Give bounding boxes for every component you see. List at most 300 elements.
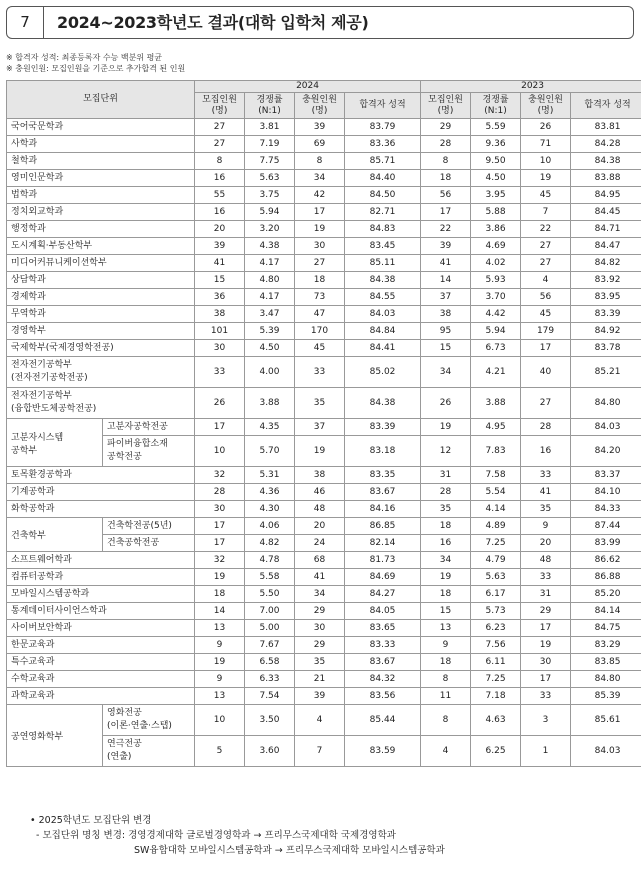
value-cell: 84.05 — [345, 603, 421, 620]
value-cell: 20 — [521, 535, 571, 552]
value-cell: 7.67 — [245, 637, 295, 654]
value-cell: 84.83 — [345, 221, 421, 238]
unit-name: 통계데이터사이언스학과 — [7, 603, 195, 620]
value-cell: 83.88 — [571, 170, 641, 187]
value-cell: 27 — [521, 238, 571, 255]
value-cell: 14 — [195, 603, 245, 620]
value-cell: 73 — [295, 289, 345, 306]
table-row — [7, 518, 641, 535]
section-header — [6, 6, 634, 39]
value-cell: 13 — [195, 688, 245, 705]
value-cell: 84.14 — [571, 603, 641, 620]
value-cell: 15 — [421, 340, 471, 357]
value-cell: 4.14 — [471, 501, 521, 518]
value-cell: 84.33 — [571, 501, 641, 518]
col-header: 경쟁률 (N:1) — [245, 93, 295, 119]
value-cell: 9.50 — [471, 153, 521, 170]
value-cell: 19 — [521, 637, 571, 654]
value-cell: 27 — [195, 136, 245, 153]
value-cell: 30 — [195, 501, 245, 518]
value-cell: 17 — [295, 204, 345, 221]
value-cell: 84.82 — [571, 255, 641, 272]
value-cell: 5.63 — [245, 170, 295, 187]
value-cell: 37 — [421, 289, 471, 306]
value-cell: 18 — [195, 586, 245, 603]
value-cell: 4.50 — [245, 340, 295, 357]
value-cell: 45 — [521, 306, 571, 323]
footer-line-2: SW융합대학 모바일시스템공학과 → 프리무스국제대학 모바일시스템공학과 — [134, 845, 445, 856]
table-row — [7, 187, 641, 204]
table-row — [7, 419, 641, 436]
value-cell: 84.27 — [345, 586, 421, 603]
value-cell: 31 — [521, 586, 571, 603]
value-cell: 19 — [421, 569, 471, 586]
col-header: 충원인원 (명) — [295, 93, 345, 119]
value-cell: 4.36 — [245, 484, 295, 501]
value-cell: 18 — [421, 654, 471, 671]
value-cell: 17 — [521, 671, 571, 688]
value-cell: 3.47 — [245, 306, 295, 323]
value-cell: 29 — [295, 603, 345, 620]
value-cell: 4 — [521, 272, 571, 289]
table-row — [7, 501, 641, 518]
unit-name: 사학과 — [7, 136, 195, 153]
value-cell: 83.92 — [571, 272, 641, 289]
value-cell: 85.71 — [345, 153, 421, 170]
value-cell: 19 — [195, 654, 245, 671]
table-row — [7, 306, 641, 323]
value-cell: 24 — [295, 535, 345, 552]
value-cell: 10 — [521, 153, 571, 170]
value-cell: 5.50 — [245, 586, 295, 603]
unit-name: 수학교육과 — [7, 671, 195, 688]
value-cell: 85.11 — [345, 255, 421, 272]
value-cell: 30 — [295, 238, 345, 255]
value-cell: 3.81 — [245, 119, 295, 136]
sub-unit-name: 고분자공학전공 — [103, 419, 195, 436]
unit-name: 경제학과 — [7, 289, 195, 306]
unit-name: 경영학부 — [7, 323, 195, 340]
value-cell: 30 — [295, 620, 345, 637]
value-cell: 85.20 — [571, 586, 641, 603]
value-cell: 84.41 — [345, 340, 421, 357]
value-cell: 5.39 — [245, 323, 295, 340]
value-cell: 33 — [521, 569, 571, 586]
value-cell: 85.02 — [345, 357, 421, 388]
table-row — [7, 357, 641, 388]
value-cell: 11 — [421, 688, 471, 705]
value-cell: 19 — [421, 419, 471, 436]
value-cell: 21 — [295, 671, 345, 688]
value-cell: 85.44 — [345, 705, 421, 736]
value-cell: 15 — [195, 272, 245, 289]
unit-name: 특수교육과 — [7, 654, 195, 671]
value-cell: 35 — [521, 501, 571, 518]
unit-name: 컴퓨터공학과 — [7, 569, 195, 586]
sub-unit-name: 연극전공 (연출) — [103, 736, 195, 767]
value-cell: 85.61 — [571, 705, 641, 736]
value-cell: 84.38 — [571, 153, 641, 170]
value-cell: 16 — [421, 535, 471, 552]
value-cell: 9 — [521, 518, 571, 535]
value-cell: 179 — [521, 323, 571, 340]
value-cell: 69 — [295, 136, 345, 153]
unit-name: 정치외교학과 — [7, 204, 195, 221]
value-cell: 8 — [295, 153, 345, 170]
table-row — [7, 586, 641, 603]
value-cell: 28 — [521, 419, 571, 436]
value-cell: 33 — [521, 467, 571, 484]
unit-name: 국어국문학과 — [7, 119, 195, 136]
unit-name: 모바일시스템공학과 — [7, 586, 195, 603]
value-cell: 7 — [521, 204, 571, 221]
value-cell: 14 — [421, 272, 471, 289]
value-cell: 84.80 — [571, 671, 641, 688]
value-cell: 12 — [421, 436, 471, 467]
value-cell: 71 — [521, 136, 571, 153]
value-cell: 35 — [295, 388, 345, 419]
value-cell: 55 — [195, 187, 245, 204]
col-header: 모집인원 (명) — [195, 93, 245, 119]
value-cell: 17 — [195, 419, 245, 436]
value-cell: 7.25 — [471, 535, 521, 552]
value-cell: 3.50 — [245, 705, 295, 736]
table-row — [7, 323, 641, 340]
table-row — [7, 436, 641, 467]
value-cell: 5.94 — [471, 323, 521, 340]
table-row — [7, 204, 641, 221]
col-header: 모집인원 (명) — [421, 93, 471, 119]
value-cell: 9.36 — [471, 136, 521, 153]
value-cell: 28 — [421, 484, 471, 501]
value-cell: 35 — [421, 501, 471, 518]
value-cell: 37 — [295, 419, 345, 436]
value-cell: 85.21 — [571, 357, 641, 388]
value-cell: 84.55 — [345, 289, 421, 306]
value-cell: 83.39 — [345, 419, 421, 436]
unit-name: 무역학과 — [7, 306, 195, 323]
value-cell: 29 — [295, 637, 345, 654]
value-cell: 29 — [521, 603, 571, 620]
value-cell: 17 — [195, 535, 245, 552]
value-cell: 48 — [521, 552, 571, 569]
value-cell: 7.25 — [471, 671, 521, 688]
value-cell: 83.67 — [345, 484, 421, 501]
value-cell: 83.35 — [345, 467, 421, 484]
sub-unit-name: 파이버융합소재 공학전공 — [103, 436, 195, 467]
unit-name: 화학공학과 — [7, 501, 195, 518]
value-cell: 83.39 — [571, 306, 641, 323]
value-cell: 83.78 — [571, 340, 641, 357]
value-cell: 34 — [421, 357, 471, 388]
value-cell: 48 — [295, 501, 345, 518]
value-cell: 84.75 — [571, 620, 641, 637]
value-cell: 6.23 — [471, 620, 521, 637]
value-cell: 84.03 — [345, 306, 421, 323]
value-cell: 83.36 — [345, 136, 421, 153]
table-row — [7, 637, 641, 654]
unit-name: 사이버보안학과 — [7, 620, 195, 637]
value-cell: 83.95 — [571, 289, 641, 306]
table-row — [7, 170, 641, 187]
value-cell: 4.30 — [245, 501, 295, 518]
value-cell: 20 — [295, 518, 345, 535]
value-cell: 17 — [521, 620, 571, 637]
footer-line-1: - 모집단위 명칭 변경: 경영경제대학 글로벌경영학과 → 프리무스국제대학 국제경영학과 — [36, 830, 396, 841]
value-cell: 83.18 — [345, 436, 421, 467]
footer-notes — [30, 813, 445, 858]
value-cell: 84.80 — [571, 388, 641, 419]
value-cell: 6.17 — [471, 586, 521, 603]
value-cell: 18 — [421, 170, 471, 187]
table-row — [7, 388, 641, 419]
value-cell: 5.31 — [245, 467, 295, 484]
unit-name: 미디어커뮤니케이션학부 — [7, 255, 195, 272]
value-cell: 34 — [421, 552, 471, 569]
value-cell: 84.92 — [571, 323, 641, 340]
value-cell: 4.06 — [245, 518, 295, 535]
value-cell: 35 — [295, 654, 345, 671]
value-cell: 32 — [195, 552, 245, 569]
section-title: 2024~2023학년도 결과(대학 입학처 제공) — [57, 13, 369, 32]
value-cell: 27 — [195, 119, 245, 136]
value-cell: 39 — [295, 119, 345, 136]
unit-name: 기계공학과 — [7, 484, 195, 501]
value-cell: 39 — [195, 238, 245, 255]
value-cell: 46 — [295, 484, 345, 501]
table-row — [7, 688, 641, 705]
value-cell: 84.20 — [571, 436, 641, 467]
unit-name: 법학과 — [7, 187, 195, 204]
unit-name: 행정학과 — [7, 221, 195, 238]
table-row — [7, 136, 641, 153]
sub-unit-name: 건축학전공(5년) — [103, 518, 195, 535]
value-cell: 3.86 — [471, 221, 521, 238]
value-cell: 3.88 — [471, 388, 521, 419]
value-cell: 7.58 — [471, 467, 521, 484]
value-cell: 5.93 — [471, 272, 521, 289]
value-cell: 83.81 — [571, 119, 641, 136]
value-cell: 7.54 — [245, 688, 295, 705]
value-cell: 83.67 — [345, 654, 421, 671]
value-cell: 19 — [295, 436, 345, 467]
value-cell: 5.88 — [471, 204, 521, 221]
value-cell: 10 — [195, 705, 245, 736]
value-cell: 7 — [295, 736, 345, 767]
value-cell: 34 — [295, 586, 345, 603]
value-cell: 1 — [521, 736, 571, 767]
value-cell: 4.69 — [471, 238, 521, 255]
value-cell: 5.63 — [471, 569, 521, 586]
value-cell: 84.28 — [571, 136, 641, 153]
value-cell: 5.58 — [245, 569, 295, 586]
value-cell: 27 — [521, 255, 571, 272]
unit-name: 한문교육과 — [7, 637, 195, 654]
value-cell: 5.70 — [245, 436, 295, 467]
value-cell: 7.19 — [245, 136, 295, 153]
value-cell: 3 — [521, 705, 571, 736]
value-cell: 8 — [421, 153, 471, 170]
value-cell: 33 — [521, 688, 571, 705]
value-cell: 170 — [295, 323, 345, 340]
value-cell: 19 — [295, 221, 345, 238]
value-cell: 9 — [421, 637, 471, 654]
table-row — [7, 153, 641, 170]
value-cell: 26 — [421, 388, 471, 419]
results-table — [6, 80, 641, 767]
value-cell: 4.78 — [245, 552, 295, 569]
table-row — [7, 484, 641, 501]
value-cell: 38 — [195, 306, 245, 323]
value-cell: 83.37 — [571, 467, 641, 484]
value-cell: 84.10 — [571, 484, 641, 501]
col-header: 경쟁률 (N:1) — [471, 93, 521, 119]
value-cell: 33 — [195, 357, 245, 388]
value-cell: 27 — [295, 255, 345, 272]
value-cell: 5.59 — [471, 119, 521, 136]
table-row — [7, 535, 641, 552]
value-cell: 27 — [521, 388, 571, 419]
value-cell: 5.54 — [471, 484, 521, 501]
section-number: 7 — [7, 7, 44, 38]
value-cell: 83.65 — [345, 620, 421, 637]
value-cell: 33 — [295, 357, 345, 388]
value-cell: 3.75 — [245, 187, 295, 204]
unit-name: 전자전기공학부 (융합반도체공학전공) — [7, 388, 195, 419]
value-cell: 7.18 — [471, 688, 521, 705]
value-cell: 86.62 — [571, 552, 641, 569]
value-cell: 4.89 — [471, 518, 521, 535]
value-cell: 16 — [195, 204, 245, 221]
value-cell: 41 — [195, 255, 245, 272]
value-cell: 83.59 — [345, 736, 421, 767]
value-cell: 17 — [195, 518, 245, 535]
value-cell: 15 — [421, 603, 471, 620]
value-cell: 41 — [295, 569, 345, 586]
value-cell: 30 — [521, 654, 571, 671]
value-cell: 17 — [421, 204, 471, 221]
value-cell: 84.40 — [345, 170, 421, 187]
table-row — [7, 620, 641, 637]
table-row — [7, 272, 641, 289]
value-cell: 5 — [195, 736, 245, 767]
value-cell: 36 — [195, 289, 245, 306]
value-cell: 45 — [521, 187, 571, 204]
value-cell: 83.85 — [571, 654, 641, 671]
value-cell: 5.94 — [245, 204, 295, 221]
sub-unit-name: 건축공학전공 — [103, 535, 195, 552]
value-cell: 4.17 — [245, 255, 295, 272]
table-row — [7, 119, 641, 136]
value-cell: 5.00 — [245, 620, 295, 637]
col-header: 합격자 성적 — [345, 93, 421, 119]
value-cell: 87.44 — [571, 518, 641, 535]
value-cell: 4.63 — [471, 705, 521, 736]
value-cell: 28 — [195, 484, 245, 501]
value-cell: 34 — [295, 170, 345, 187]
value-cell: 84.03 — [571, 419, 641, 436]
value-cell: 6.58 — [245, 654, 295, 671]
value-cell: 4.82 — [245, 535, 295, 552]
value-cell: 101 — [195, 323, 245, 340]
value-cell: 41 — [421, 255, 471, 272]
table-row — [7, 289, 641, 306]
value-cell: 84.45 — [571, 204, 641, 221]
value-cell: 38 — [295, 467, 345, 484]
value-cell: 84.47 — [571, 238, 641, 255]
value-cell: 3.60 — [245, 736, 295, 767]
value-cell: 83.79 — [345, 119, 421, 136]
value-cell: 40 — [521, 357, 571, 388]
value-cell: 22 — [521, 221, 571, 238]
note-score: ※ 합격자 성적: 최종등록자 수능 백분위 평균 — [6, 53, 163, 62]
value-cell: 30 — [195, 340, 245, 357]
value-cell: 4.17 — [245, 289, 295, 306]
value-cell: 13 — [421, 620, 471, 637]
value-cell: 84.69 — [345, 569, 421, 586]
value-cell: 56 — [521, 289, 571, 306]
table-row — [7, 221, 641, 238]
group-name: 공연영화학부 — [7, 705, 103, 767]
value-cell: 3.88 — [245, 388, 295, 419]
unit-name: 소프트웨어학과 — [7, 552, 195, 569]
value-cell: 18 — [421, 586, 471, 603]
value-cell: 8 — [421, 705, 471, 736]
value-cell: 39 — [295, 688, 345, 705]
value-cell: 5.73 — [471, 603, 521, 620]
table-row — [7, 552, 641, 569]
unit-name: 토목환경공학과 — [7, 467, 195, 484]
note-refill: ※ 충원인원: 모집인원을 기준으로 추가합격 된 인원 — [6, 64, 186, 73]
value-cell: 4.42 — [471, 306, 521, 323]
value-cell: 17 — [521, 340, 571, 357]
col-header: 합격자 성적 — [571, 93, 641, 119]
value-cell: 3.20 — [245, 221, 295, 238]
value-cell: 84.71 — [571, 221, 641, 238]
value-cell: 16 — [521, 436, 571, 467]
value-cell: 3.95 — [471, 187, 521, 204]
value-cell: 6.33 — [245, 671, 295, 688]
table-row — [7, 238, 641, 255]
value-cell: 84.38 — [345, 272, 421, 289]
value-cell: 26 — [521, 119, 571, 136]
value-cell: 19 — [521, 170, 571, 187]
table-row — [7, 705, 641, 736]
table-row — [7, 340, 641, 357]
value-cell: 83.29 — [571, 637, 641, 654]
unit-name: 영미인문학과 — [7, 170, 195, 187]
value-cell: 32 — [195, 467, 245, 484]
table-row — [7, 569, 641, 586]
value-cell: 7.00 — [245, 603, 295, 620]
value-cell: 6.73 — [471, 340, 521, 357]
value-cell: 13 — [195, 620, 245, 637]
notes — [6, 52, 185, 74]
value-cell: 10 — [195, 436, 245, 467]
value-cell: 7.56 — [471, 637, 521, 654]
value-cell: 95 — [421, 323, 471, 340]
value-cell: 26 — [195, 388, 245, 419]
value-cell: 4.50 — [471, 170, 521, 187]
value-cell: 84.84 — [345, 323, 421, 340]
value-cell: 19 — [195, 569, 245, 586]
table-row — [7, 467, 641, 484]
value-cell: 84.03 — [571, 736, 641, 767]
value-cell: 4.35 — [245, 419, 295, 436]
value-cell: 45 — [295, 340, 345, 357]
year-2024-header: 2024 — [195, 81, 421, 93]
value-cell: 9 — [195, 637, 245, 654]
